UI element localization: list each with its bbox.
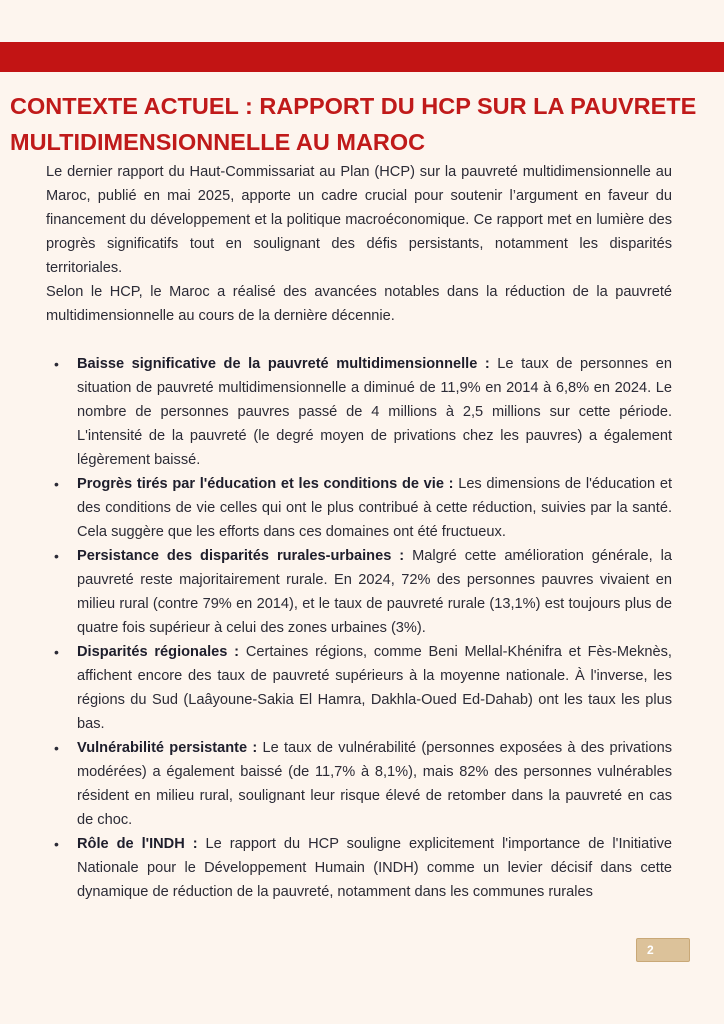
list-item-text: Malgré cette amélioration générale, la pauvreté reste majoritairement rurale. En 2024, 72% des personnes pauvres vivaient en milieu rural (contre 79% en 2014), et le taux de pauvreté rurale (13,1%) est toujours plus de quatre fois supérieur à celui des zones urbaines (3%). <box>77 548 672 636</box>
list-item-heading: Disparités régionales : <box>77 644 240 660</box>
list-item-heading: Persistance des disparités rurales-urbaines : <box>77 548 405 564</box>
intro-paragraph-2: Selon le HCP, le Maroc a réalisé des avancées notables dans la réduction de la pauvreté multidimensionnelle au cours de la dernière décennie. <box>46 284 672 324</box>
list-item <box>46 736 672 832</box>
header-bar <box>0 42 724 72</box>
bullet-icon: • <box>54 836 59 852</box>
list-item-heading: Baisse significative de la pauvreté multidimensionnelle : <box>77 356 490 372</box>
list-item <box>46 640 672 736</box>
bullet-icon: • <box>54 356 59 372</box>
page-title-line-2: MULTIDIMENSIONNELLE AU MAROC <box>10 129 426 155</box>
bullet-icon: • <box>54 740 59 756</box>
list-item <box>46 832 672 904</box>
bullet-icon: • <box>54 548 59 564</box>
list-item-heading: Vulnérabilité persistante : <box>77 740 258 756</box>
page-title-line-1: CONTEXTE ACTUEL : RAPPORT DU HCP SUR LA PAUVRETE <box>10 93 697 119</box>
list-item-text: Le taux de personnes en situation de pauvreté multidimensionnelle a diminué de 11,9% en 2014 à 6,8% en 2024. Le nombre de personnes pauvres passé de 4 millions à 2,5 millions sur cette période. L'intensité de la pauvreté (le degré moyen de privations chez les pauvres) a également légèrement baissé. <box>77 356 672 468</box>
key-findings-list <box>46 352 672 904</box>
intro-paragraph: Le dernier rapport du Haut-Commissariat au Plan (HCP) sur la pauvreté multidimensionnelle au Maroc, publié en mai 2025, apporte un cadre crucial pour soutenir l’argument en faveur du financement du développement et la politique macroéconomique. Ce rapport met en lumière des progrès significatifs tout en soulignant des défis persistants, notamment les disparités territoriales. <box>46 164 672 276</box>
list-item-text: Certaines régions, comme Beni Mellal-Khénifra et Fès-Meknès, affichent encore des taux de pauvreté supérieurs à la moyenne nationale. À l'inverse, les régions du Sud (Laâyoune-Sakia El Hamra, Dakhla-Oued Ed-Dahab) ont les taux les plus bas. <box>77 644 672 732</box>
list-item <box>46 352 672 472</box>
page-title <box>10 88 710 160</box>
bullet-icon: • <box>54 476 59 492</box>
list-item <box>46 472 672 544</box>
list-item-text: Le taux de vulnérabilité (personnes exposées à des privations modérées) a également baissé (de 11,7% à 8,1%), mais 82% des personnes vulnérables résident en milieu rural, soulignant leur risque élevé de retomber dans la pauvreté en cas de choc. <box>77 740 672 828</box>
page-number-badge: 2 <box>636 938 690 962</box>
bullet-icon: • <box>54 644 59 660</box>
list-item-text: Le rapport du HCP souligne explicitement l'importance de l'Initiative Nationale pour le Développement Humain (INDH) comme un levier décisif dans cette dynamique de réduction de la pauvreté, notamment dans les communes rurales <box>77 836 672 900</box>
list-item-text: Les dimensions de l'éducation et des conditions de vie celles qui ont le plus contribué à cette réduction, suivies par la santé. Cela suggère que les efforts dans ces domaines ont été fructueux. <box>77 476 673 540</box>
body-content <box>46 160 672 904</box>
list-item-heading: Progrès tirés par l'éducation et les conditions de vie : <box>77 476 454 492</box>
list-item <box>46 544 672 640</box>
list-item-heading: Rôle de l'INDH : <box>77 836 198 852</box>
